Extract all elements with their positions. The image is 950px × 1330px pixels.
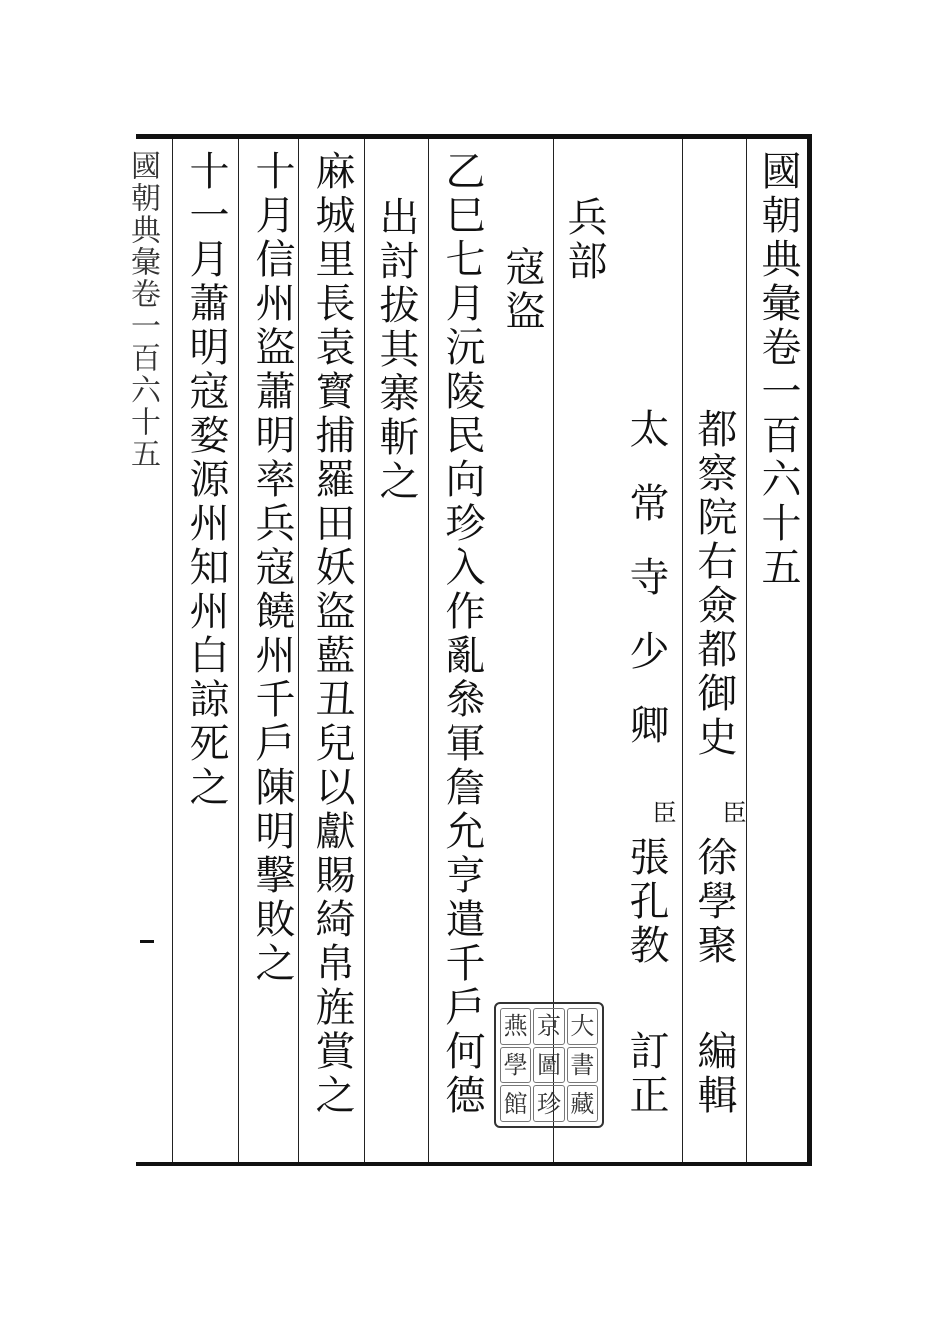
column-rule [746,139,747,1162]
column-rule [428,139,429,1162]
fold-mark [140,940,154,943]
column-rule [172,139,173,1162]
column-rule [238,139,239,1162]
seal-char: 學 [500,1047,531,1084]
body-line-5: 十一月蕭明寇婺源州知州白諒死之 [183,150,229,810]
reviser-chen: 臣 [648,800,676,828]
reviser-action: 訂正 [623,1030,669,1118]
volume-title: 國朝典彙卷一百六十五 [755,150,801,590]
body-line-4: 十月信州盜蕭明率兵寇饒州千戶陳明擊敗之 [249,150,295,986]
column-rule [682,139,683,1162]
compiler-action: 編輯 [691,1030,737,1118]
seal-char: 珍 [533,1085,564,1122]
compiler-chen: 臣 [718,800,746,828]
compiler-office: 都察院右僉都御史 [691,408,737,760]
fold-margin-text: 國朝典彙卷一百六十五 [125,150,160,470]
seal-char: 館 [500,1085,531,1122]
seal-char: 燕 [500,1008,531,1045]
library-seal [494,1002,604,1128]
body-line-2: 出討拔其寨斬之 [373,196,419,504]
seal-char: 書 [567,1047,598,1084]
seal-char: 大 [567,1008,598,1045]
column-rule [364,139,365,1162]
seal-char: 圖 [533,1047,564,1084]
seal-char: 京 [533,1008,564,1045]
reviser-name: 張孔教 [623,836,669,968]
subsection-heading: 寇盜 [499,246,545,334]
reviser-office: 太常寺少卿 [623,408,669,778]
column-rule [298,139,299,1162]
body-line-1: 乙巳七月沅陵民向珍入作亂叅軍詹允亨遣千戶何德 [439,150,485,1118]
seal-char: 藏 [567,1085,598,1122]
section-heading: 兵部 [561,196,607,284]
compiler-name: 徐學聚 [691,836,737,968]
body-line-3: 麻城里長袁寳捕羅田妖盜藍丑兒以獻賜綺帛旌賞之 [309,150,355,1118]
